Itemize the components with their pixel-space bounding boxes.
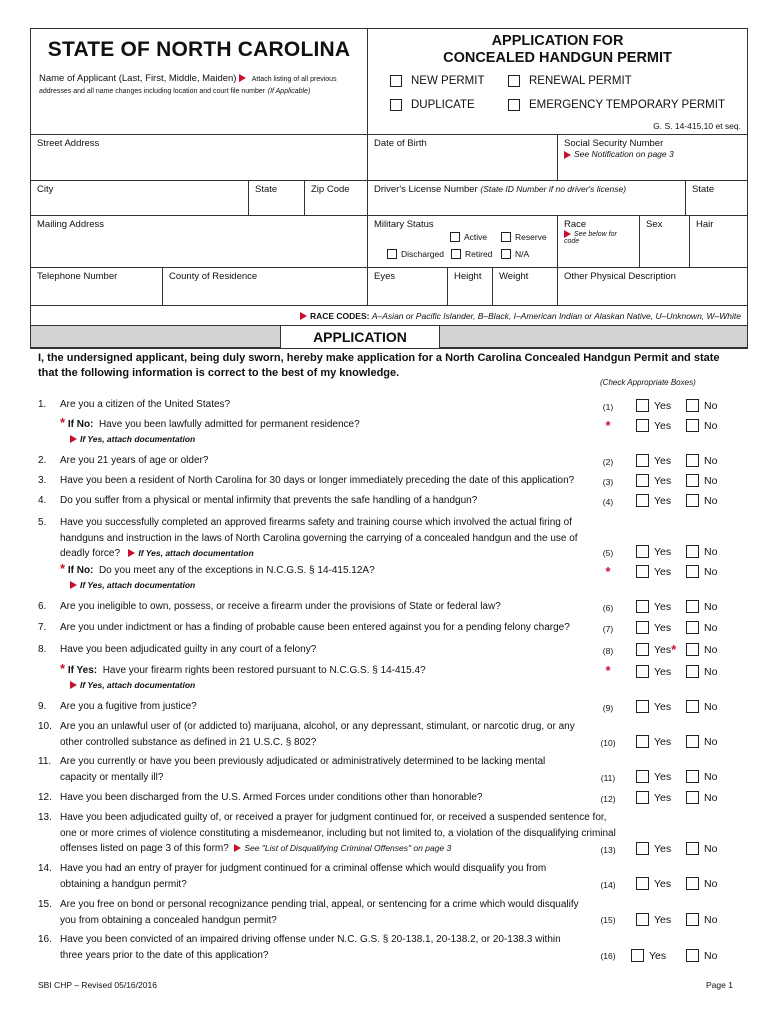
question-code: (2) — [602, 457, 614, 467]
ssn-note — [564, 149, 741, 159]
no-label: No — [704, 643, 718, 656]
duplicate-option[interactable] — [390, 99, 475, 111]
yes-label: Yes — [649, 949, 667, 962]
yes-option[interactable] — [636, 621, 671, 634]
yes-label: Yes — [654, 419, 672, 432]
no-option[interactable] — [686, 399, 717, 412]
question-number: 9. — [38, 701, 47, 712]
checkbox[interactable] — [636, 770, 649, 783]
yes-option[interactable] — [636, 545, 671, 558]
checkbox[interactable] — [686, 949, 699, 962]
no-label: No — [704, 545, 718, 558]
race-codes-row — [31, 306, 747, 326]
yes-option[interactable] — [636, 419, 671, 432]
question-code: (8) — [602, 646, 614, 656]
yes-label: Yes — [654, 735, 672, 748]
asterisk-mark: * — [605, 564, 611, 579]
option-label: N/A — [515, 249, 530, 259]
dob-field[interactable] — [368, 135, 558, 180]
field-label: Race — [564, 219, 587, 230]
no-label: No — [704, 913, 718, 926]
new-permit-option[interactable] — [390, 75, 484, 87]
checkbox[interactable] — [451, 249, 461, 259]
option-label: EMERGENCY TEMPORARY PERMIT — [529, 99, 725, 111]
no-option[interactable] — [686, 913, 717, 926]
header-left — [31, 29, 368, 134]
form-frame — [30, 28, 748, 349]
arrow-icon — [564, 230, 571, 238]
no-option[interactable] — [686, 877, 717, 890]
name-note-a: Attach listing of all previous — [251, 76, 337, 83]
state-field[interactable] — [249, 181, 305, 215]
mailing-address-field[interactable] — [31, 216, 368, 267]
checkbox[interactable] — [686, 494, 699, 507]
checkbox[interactable] — [636, 494, 649, 507]
option-label: Discharged — [401, 249, 444, 259]
question-number: 3. — [38, 475, 47, 486]
no-label: No — [704, 621, 718, 634]
question-1-sub — [60, 415, 360, 447]
race-note — [564, 230, 633, 245]
checkbox[interactable] — [686, 565, 699, 578]
question-number: 1. — [38, 399, 47, 410]
no-option[interactable] — [686, 545, 717, 558]
no-option[interactable] — [686, 842, 717, 855]
yes-label: Yes — [654, 474, 672, 487]
field-label: State — [255, 184, 278, 195]
asterisk — [593, 663, 623, 678]
checkbox[interactable] — [686, 770, 699, 783]
field-label: Weight — [499, 271, 529, 282]
no-label: No — [704, 735, 718, 748]
yes-label: Yes — [654, 700, 672, 713]
question-number: 4. — [38, 495, 47, 506]
yes-option[interactable] — [636, 791, 671, 804]
no-label: No — [704, 700, 718, 713]
checkbox[interactable] — [686, 419, 699, 432]
no-label: No — [704, 600, 718, 613]
application-banner — [31, 326, 747, 348]
yes-option[interactable] — [636, 454, 671, 467]
checkbox[interactable] — [450, 232, 460, 242]
arrow-icon — [128, 549, 135, 557]
ssn-note-text: See Notification on page 3 — [574, 149, 674, 159]
race-codes-label: RACE CODES: — [309, 310, 370, 321]
no-label: No — [704, 494, 718, 507]
question-text — [60, 515, 580, 562]
question-number: 7. — [38, 622, 47, 633]
question-text: Are you ineligible to own, possess, or receive a firearm under the provisions of State or federal law? — [60, 601, 501, 612]
name-label-text: Name of Applicant (Last, First, Middle, Maiden) — [39, 73, 237, 84]
field-label: City — [37, 184, 54, 195]
no-option[interactable] — [686, 454, 717, 467]
checkbox[interactable] — [686, 665, 699, 678]
checkbox[interactable] — [636, 600, 649, 613]
yes-label: Yes — [654, 643, 672, 656]
yes-label: Yes — [654, 454, 672, 467]
checkbox[interactable] — [636, 735, 649, 748]
sub-label: If Yes: — [67, 665, 98, 676]
yes-option[interactable] — [631, 949, 666, 962]
no-option[interactable] — [686, 949, 717, 962]
question-text: Have you been convicted of an impaired driving offense under N.C. G.S. § 20-138.1, 20-138.2, or 20-138.3 within three years prior to the date of this application? — [60, 934, 561, 961]
form-header — [31, 29, 747, 135]
field-label: Hair — [696, 219, 714, 230]
height-field[interactable] — [448, 268, 493, 305]
question-text: Are you a fugitive from justice? — [60, 701, 197, 712]
checkbox[interactable] — [636, 545, 649, 558]
yes-label: Yes — [654, 770, 672, 783]
yes-option[interactable] — [636, 770, 671, 783]
no-label: No — [704, 770, 718, 783]
field-label: Height — [454, 271, 482, 282]
question-number: 5. — [38, 517, 47, 528]
no-option[interactable] — [686, 565, 717, 578]
asterisk — [593, 564, 623, 579]
question-text: Are you free on bond or personal recognizance pending trial, appeal, or sentencing for a crime which would disqualify you from obtaining a concealed handgun permit? — [60, 899, 579, 926]
question-text — [60, 810, 620, 857]
app-title-line-1: APPLICATION FOR — [491, 33, 624, 49]
yes-option[interactable] — [636, 399, 671, 412]
app-title-line-2: CONCEALED HANDGUN PERMIT — [443, 50, 672, 67]
state-title: STATE OF NORTH CAROLINA — [47, 38, 351, 61]
checkbox[interactable] — [686, 621, 699, 634]
phone-row — [31, 268, 747, 306]
question-code: (13) — [600, 845, 616, 855]
arrow-icon — [70, 581, 77, 589]
checkbox[interactable] — [686, 399, 699, 412]
field-label: Other Physical Description — [564, 271, 676, 282]
military-status-field — [368, 216, 558, 267]
telephone-field[interactable] — [31, 268, 163, 305]
arrow-icon — [564, 151, 571, 159]
sub-label: If No: — [67, 565, 94, 576]
checkbox[interactable] — [636, 419, 649, 432]
asterisk-mark: * — [605, 418, 611, 433]
question-code: (15) — [600, 915, 616, 925]
asterisk: * — [671, 641, 677, 657]
no-option[interactable] — [686, 643, 717, 656]
checkbox[interactable] — [387, 249, 397, 259]
applicant-name-label — [39, 73, 359, 97]
yes-option[interactable] — [636, 877, 671, 890]
question-5-sub — [60, 561, 375, 593]
question-code: (12) — [600, 794, 616, 804]
yes-option[interactable] — [636, 665, 671, 678]
arrow-icon — [70, 681, 77, 689]
question-code: (5) — [602, 548, 614, 558]
drivers-license-field[interactable] — [368, 181, 686, 215]
question-number: 10. — [38, 721, 52, 732]
option-label: Reserve — [515, 232, 547, 242]
military-discharged-option[interactable] — [387, 249, 444, 259]
sub-text: Have you been lawfully admitted for permanent residence? — [98, 419, 360, 430]
question-text: Are you under indictment or has a finding of probable cause been entered against you for a pending felony charge? — [60, 622, 570, 633]
yes-option[interactable] — [636, 494, 671, 507]
race-field[interactable] — [558, 216, 640, 267]
attach-note — [60, 580, 195, 591]
question-text: Have you been discharged from the U.S. Armed Forces under conditions other than honorable? — [60, 792, 483, 803]
name-note-c: (If Applicable) — [267, 87, 311, 95]
intro-statement: I, the undersigned applicant, being duly sworn, hereby make application for a North Carolina Concealed Handgun Permit and state that the following information is correct to the best of my knowledge. — [38, 352, 720, 379]
attach-note — [60, 680, 195, 691]
renewal-permit-option[interactable] — [508, 75, 632, 87]
question-code: (16) — [600, 951, 616, 961]
no-label: No — [704, 474, 718, 487]
emergency-permit-option[interactable] — [508, 99, 725, 111]
hair-field[interactable] — [690, 216, 747, 267]
no-label: No — [704, 565, 718, 578]
checkbox[interactable] — [508, 75, 520, 87]
header-right — [368, 29, 747, 134]
military-active-option[interactable] — [450, 232, 487, 242]
field-label: Zip Code — [311, 184, 350, 195]
no-label: No — [704, 665, 718, 678]
question-text: Have you been a resident of North Carolina for 30 days or longer immediately preceding the date of this application? — [60, 475, 575, 486]
field-label: Telephone Number — [37, 271, 118, 282]
question-5-text: Have you successfully completed an approved firearms safety and training course which involved the actual firing of handguns and instruction in the laws of North Carolina governing the carrying of a concealed handgun and the use of deadly force? — [60, 517, 578, 559]
yes-option[interactable] — [636, 600, 671, 613]
no-option[interactable] — [686, 665, 717, 678]
no-label: No — [704, 842, 718, 855]
street-address-field[interactable] — [31, 135, 368, 180]
no-option[interactable] — [686, 419, 717, 432]
yes-label: Yes — [654, 665, 672, 678]
dl-state-field[interactable] — [686, 181, 747, 215]
city-row — [31, 181, 747, 216]
checkbox[interactable] — [636, 643, 649, 656]
checkbox[interactable] — [636, 665, 649, 678]
checkbox[interactable] — [501, 232, 511, 242]
yes-label: Yes — [654, 791, 672, 804]
option-label: Retired — [465, 249, 493, 259]
option-label: Active — [464, 232, 488, 242]
sub-text: Do you meet any of the exceptions in N.C.G.S. § 14-415.12A? — [98, 565, 375, 576]
field-label: Street Address — [37, 138, 100, 149]
checkbox[interactable] — [636, 913, 649, 926]
field-label: Military Status — [374, 219, 434, 230]
section-title: APPLICATION — [280, 326, 440, 348]
question-code: (3) — [602, 477, 614, 487]
no-label: No — [704, 419, 718, 432]
yes-label: Yes — [654, 621, 672, 634]
checkbox[interactable] — [508, 99, 520, 111]
question-code: (6) — [602, 603, 614, 613]
checkbox[interactable] — [631, 949, 644, 962]
question-text: Are you an unlawful user of (or addicted to) marijuana, alcohol, or any depressant, stimulant, or narcotic drug, or any other controlled substance as defined in 21 U.S.C. § 802? — [60, 721, 575, 748]
no-label: No — [704, 791, 718, 804]
check-boxes-header: (Check Appropriate Boxes) — [600, 378, 696, 387]
weight-field[interactable] — [493, 268, 558, 305]
no-option[interactable] — [686, 600, 717, 613]
mailing-row — [31, 216, 747, 268]
no-option[interactable] — [686, 621, 717, 634]
option-label: DUPLICATE — [411, 99, 475, 111]
race-note-text: See below for code — [564, 230, 617, 245]
question-number: 6. — [38, 601, 47, 612]
checkbox[interactable] — [636, 565, 649, 578]
checkbox[interactable] — [501, 249, 511, 259]
yes-option[interactable] — [636, 735, 671, 748]
yes-option[interactable] — [636, 474, 671, 487]
yes-label: Yes — [654, 399, 672, 412]
no-option[interactable] — [686, 494, 717, 507]
no-option[interactable] — [686, 474, 717, 487]
no-label: No — [704, 877, 718, 890]
attach-text: If Yes, attach documentation — [80, 680, 196, 690]
no-label: No — [704, 454, 718, 467]
checkbox[interactable] — [636, 791, 649, 804]
field-label: State — [692, 184, 715, 195]
no-option[interactable] — [686, 791, 717, 804]
option-label: RENEWAL PERMIT — [529, 75, 632, 87]
other-description-field[interactable] — [558, 268, 747, 305]
question-number: 11. — [38, 756, 52, 767]
checkbox[interactable] — [636, 700, 649, 713]
checkbox[interactable] — [636, 454, 649, 467]
yes-option[interactable] — [636, 700, 671, 713]
question-text: Are you currently or have you been previously adjudicated or administratively determined to be lacking mental capacity or mentally ill? — [60, 756, 546, 783]
yes-label: Yes — [654, 545, 672, 558]
military-na-option[interactable] — [501, 249, 529, 259]
question-8-sub — [60, 661, 426, 693]
no-label: No — [704, 399, 718, 412]
checkbox[interactable] — [390, 75, 402, 87]
page-number: Page 1 — [706, 980, 733, 990]
dl-note: (State ID Number if no driver's license) — [480, 184, 627, 194]
checkbox[interactable] — [686, 913, 699, 926]
no-option[interactable] — [686, 735, 717, 748]
zip-field[interactable] — [305, 181, 368, 215]
field-label: Date of Birth — [374, 138, 427, 149]
question-code: (14) — [600, 880, 616, 890]
asterisk: * — [60, 561, 66, 576]
yes-label: Yes — [654, 494, 672, 507]
attach-text: If Yes, attach documentation — [138, 548, 254, 558]
checkbox[interactable] — [686, 600, 699, 613]
yes-label: Yes — [654, 600, 672, 613]
military-retired-option[interactable] — [451, 249, 492, 259]
eyes-field[interactable] — [368, 268, 448, 305]
yes-option[interactable] — [636, 913, 671, 926]
field-label: Driver's License Number — [374, 184, 478, 195]
no-label: No — [704, 949, 718, 962]
arrow-icon — [239, 74, 246, 82]
asterisk — [593, 418, 623, 433]
checkbox[interactable] — [636, 842, 649, 855]
military-reserve-option[interactable] — [501, 232, 547, 242]
field-label: Mailing Address — [37, 219, 105, 230]
question-number: 16. — [38, 934, 52, 945]
statute-reference: G. S. 14-415.10 et seq. — [653, 121, 741, 131]
name-note-b: addresses and all name changes including location and court file number — [39, 87, 266, 95]
question-code: (10) — [600, 738, 616, 748]
arrow-icon — [70, 435, 77, 443]
question-number: 8. — [38, 644, 47, 655]
attach-note — [60, 434, 195, 445]
no-option[interactable] — [686, 770, 717, 783]
checkbox[interactable] — [636, 399, 649, 412]
sex-field[interactable] — [640, 216, 690, 267]
field-label: County of Residence — [169, 271, 258, 282]
checkbox[interactable] — [686, 877, 699, 890]
checkbox[interactable] — [686, 842, 699, 855]
race-codes-text: A–Asian or Pacific Islander, B–Black, I–American Indian or Alaskan Native, U–Unknown, W–White — [371, 310, 741, 321]
question-text: Are you 21 years of age or older? — [60, 455, 209, 466]
asterisk-mark: * — [605, 663, 611, 678]
checkbox[interactable] — [686, 735, 699, 748]
application-title — [368, 33, 747, 68]
footer-revision: SBI CHP – Revised 05/16/2016 — [38, 980, 157, 990]
checkbox[interactable] — [636, 474, 649, 487]
no-option[interactable] — [686, 700, 717, 713]
question-text: Have you had an entry of prayer for judgment continued for a criminal offense which would disqualify you from obtaining a handgun permit? — [60, 863, 547, 890]
field-label: Eyes — [374, 271, 396, 282]
checkbox[interactable] — [686, 700, 699, 713]
see-note: See "List of Disqualifying Criminal Offenses" on page 3 — [244, 843, 452, 853]
asterisk: * — [60, 415, 66, 430]
question-number: 15. — [38, 899, 52, 910]
ssn-field[interactable] — [558, 135, 747, 180]
question-text: Are you a citizen of the United States? — [60, 399, 231, 410]
field-label: Social Security Number — [564, 138, 664, 149]
sub-label: If No: — [67, 419, 94, 430]
checkbox[interactable] — [686, 474, 699, 487]
address-row — [31, 135, 747, 181]
county-field[interactable] — [163, 268, 368, 305]
option-label: NEW PERMIT — [411, 75, 485, 87]
arrow-icon — [234, 844, 241, 852]
checkbox[interactable] — [686, 643, 699, 656]
checkbox[interactable] — [686, 791, 699, 804]
question-code: (4) — [602, 497, 614, 507]
question-number: 13. — [38, 812, 52, 823]
checkbox[interactable] — [686, 454, 699, 467]
city-field[interactable] — [31, 181, 249, 215]
yes-label: Yes — [654, 877, 672, 890]
question-code: (9) — [602, 703, 614, 713]
yes-label: Yes — [654, 842, 672, 855]
question-text: Do you suffer from a physical or mental infirmity that prevents the safe handling of a handgun? — [60, 495, 478, 506]
yes-label: Yes — [654, 565, 672, 578]
yes-label: Yes — [654, 913, 672, 926]
checkbox[interactable] — [636, 621, 649, 634]
question-13-text: Have you been adjudicated guilty of, or received a prayer for judgment continued for, or received a suspended sentence for, one or more crimes of violence constituting a misdemeanor, including but not limited to, a violation of the disqualifying criminal offenses listed on page 3 of this form? — [60, 812, 616, 854]
question-number: 14. — [38, 863, 52, 874]
checkbox[interactable] — [686, 545, 699, 558]
question-code: (7) — [602, 624, 614, 634]
question-text: Have you been adjudicated guilty in any court of a felony? — [60, 644, 317, 655]
yes-option[interactable] — [636, 842, 671, 855]
sub-text: Have your firearm rights been restored pursuant to N.C.G.S. § 14-415.4? — [102, 665, 426, 676]
field-label: Sex — [646, 219, 663, 230]
yes-option[interactable] — [636, 565, 671, 578]
arrow-icon — [300, 312, 307, 320]
question-code: (11) — [600, 773, 616, 783]
yes-option[interactable] — [636, 643, 676, 656]
attach-text: If Yes, attach documentation — [80, 434, 196, 444]
checkbox[interactable] — [390, 99, 402, 111]
checkbox[interactable] — [636, 877, 649, 890]
question-code: (1) — [602, 402, 614, 412]
question-number: 12. — [38, 792, 52, 803]
asterisk: * — [60, 661, 66, 676]
attach-text: If Yes, attach documentation — [80, 580, 196, 590]
question-number: 2. — [38, 455, 47, 466]
